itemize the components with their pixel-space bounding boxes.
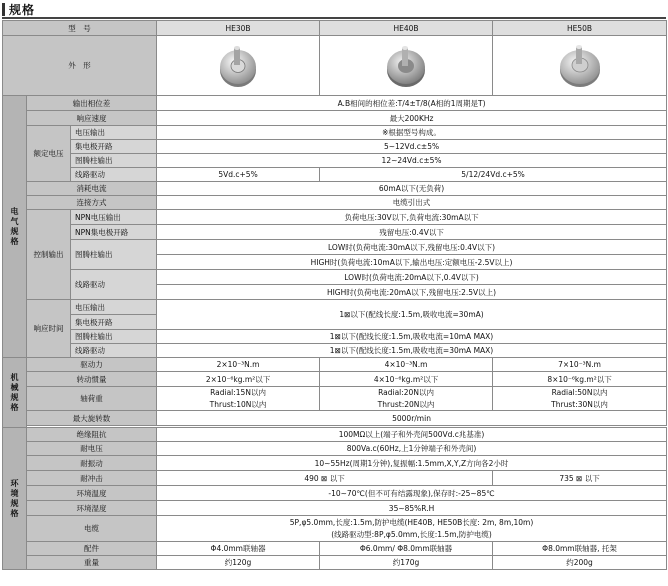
header-bar (2, 3, 5, 16)
rv-voltage-out-label: 电压输出 (71, 126, 157, 140)
shock-value-b: 735 ⊠ 以下 (493, 471, 667, 486)
model-row (3, 21, 667, 36)
vibration-label: 耐振动 (27, 456, 157, 471)
shock-label: 耐冲击 (27, 471, 157, 486)
he40b-image (320, 36, 493, 96)
inertia-he30b: 2×10⁻⁶kg.m²以下 (157, 372, 320, 387)
torque-he30b: 2×10⁻³N.m (157, 358, 320, 372)
rv-voltage-out-value: ※根据型号构成。 (157, 126, 667, 140)
max-speed-value: 5000r/min (157, 411, 667, 426)
control-output-label: 控制输出 (27, 210, 71, 300)
accessory-he50b: Φ8.0mm联轴器, 托架 (493, 542, 667, 556)
phase-diff-value: A.B相间的相位差:T/4±T/8(A相的1周期是T) (157, 96, 667, 111)
co-totem-value-1: LOW时(负荷电流:30mA以下,残留电压:0.4V以下) (157, 240, 667, 255)
he50b-image (493, 36, 667, 96)
response-speed-value: 最大200KHz (157, 111, 667, 126)
torque-label: 驱动力 (27, 358, 157, 372)
inertia-he50b: 8×10⁻⁶kg.m²以下 (493, 372, 667, 387)
humidity-value: 35~85%R.H (157, 501, 667, 516)
withstand-value: 800Va.c(60Hz,上1分钟端子和外壳间) (157, 442, 667, 456)
category-environment: 环境规格 (3, 428, 27, 570)
co-line-label: 线路驱动 (71, 270, 157, 300)
cable-value-2: (线路驱动型:8P,φ5.0mm,长度:1.5m,防护电缆) (157, 529, 667, 542)
model-he50b: HE50B (493, 21, 667, 36)
header-rule (2, 17, 666, 19)
encoder-he40b-icon (383, 42, 429, 90)
thrust-he40b: Thrust:20N以内 (320, 399, 493, 411)
rt-voltage-out-label: 电压输出 (71, 300, 157, 315)
model-label: 型 号 (3, 21, 157, 36)
rv-oc-label: 集电极开路 (71, 140, 157, 154)
rt-oc-label: 集电极开路 (71, 315, 157, 330)
rt-line-label: 线路驱动 (71, 344, 157, 358)
co-npn-oc-value: 残留电压:0.4V以下 (157, 225, 667, 240)
connection-label: 连接方式 (27, 196, 157, 210)
accessory-he30b: Φ4.0mm联轴器 (157, 542, 320, 556)
rv-totem-label: 图腾柱输出 (71, 154, 157, 168)
connection-value: 电缆引出式 (157, 196, 667, 210)
radial-he40b: Radial:20N以内 (320, 387, 493, 399)
model-he30b: HE30B (157, 21, 320, 36)
co-line-value-1: LOW时(负荷电流:20mA以下,0.4V以下) (157, 270, 667, 285)
rv-line-value-a: 5Vd.c+5% (157, 168, 320, 182)
category-electrical: 电气规格 (3, 96, 27, 358)
response-speed-label: 响应速度 (27, 111, 157, 126)
co-totem-label: 图腾柱输出 (71, 240, 157, 270)
rt-totem-value: 1⊠以下(配线长度:1.5m,吸收电流=10mA MAX) (157, 330, 667, 344)
thrust-he50b: Thrust:30N以内 (493, 399, 667, 411)
co-totem-value-2: HIGH时(负荷电流:10mA以下,输出电压:定额电压-2.5V以上) (157, 255, 667, 270)
category-mechanical: 机械规格 (3, 358, 27, 428)
rt-value-1: 1⊠以下(配线长度:1.5m,吸收电流=30mA) (157, 300, 667, 330)
section-title: 规格 (9, 2, 36, 17)
co-line-value-2: HIGH时(负荷电流:20mA以下,残留电压:2.5V以上) (157, 285, 667, 300)
spec-table (2, 20, 667, 570)
humidity-label: 环境湿度 (27, 501, 157, 516)
vibration-value: 10~55Hz(周期1分钟),复振幅:1.5mm,X,Y,Z方向各2小时 (157, 456, 667, 471)
shaft-load-label: 轴荷重 (27, 387, 157, 411)
encoder-he30b-icon (215, 42, 261, 90)
insulation-label: 绝缘阻抗 (27, 428, 157, 442)
co-npn-voltage-label: NPN电压输出 (71, 210, 157, 225)
encoder-he50b-icon (556, 42, 604, 90)
co-npn-voltage-value: 负荷电压:30V以下,负荷电流:30mA以下 (157, 210, 667, 225)
section-header (2, 1, 35, 17)
rated-voltage-label: 额定电压 (27, 126, 71, 182)
shock-value-a: 490 ⊠ 以下 (157, 471, 493, 486)
weight-he30b: 约120g (157, 556, 320, 570)
accessory-label: 配件 (27, 542, 157, 556)
temp-label: 环境温度 (27, 486, 157, 501)
radial-he30b: Radial:15N以内 (157, 387, 320, 399)
rt-totem-label: 图腾柱输出 (71, 330, 157, 344)
temp-value: -10~70℃(但不可有结露现象),保存时:-25~85℃ (157, 486, 667, 501)
accessory-he40b: Φ6.0mm/ Φ8.0mm联轴器 (320, 542, 493, 556)
inertia-he40b: 4×10⁻⁶kg.m²以下 (320, 372, 493, 387)
weight-label: 重量 (27, 556, 157, 570)
rv-line-value-b: 5/12/24Vd.c+5% (320, 168, 667, 182)
radial-he50b: Radial:50N以内 (493, 387, 667, 399)
phase-diff-label: 输出相位差 (27, 96, 157, 111)
cable-label: 电缆 (27, 516, 157, 542)
inertia-label: 转动惯量 (27, 372, 157, 387)
max-speed-label: 最大旋转数 (27, 411, 157, 426)
rv-totem-value: 12~24Vd.c±5% (157, 154, 667, 168)
model-he40b: HE40B (320, 21, 493, 36)
weight-he50b: 约200g (493, 556, 667, 570)
thrust-he30b: Thrust:10N以内 (157, 399, 320, 411)
current-label: 消耗电流 (27, 182, 157, 196)
current-value: 60mA以下(无负荷) (157, 182, 667, 196)
torque-he40b: 4×10⁻³N.m (320, 358, 493, 372)
torque-he50b: 7×10⁻³N.m (493, 358, 667, 372)
insulation-value: 100MΩ以上(端子和外壳间500Vd.c兆基准) (157, 428, 667, 442)
rt-line-value: 1⊠以下(配线长度:1.5m,吸收电流=30mA MAX) (157, 344, 667, 358)
cable-value-1: 5P,φ5.0mm,长度:1.5m,防护电缆(HE40B, HE50B长度: 2m, 8m,10m) (157, 516, 667, 529)
he30b-image (157, 36, 320, 96)
rv-oc-value: 5~12Vd.c±5% (157, 140, 667, 154)
response-time-label: 响应时间 (27, 300, 71, 358)
weight-he40b: 约170g (320, 556, 493, 570)
withstand-label: 耐电压 (27, 442, 157, 456)
co-npn-oc-label: NPN集电极开路 (71, 225, 157, 240)
appearance-label: 外 形 (3, 36, 157, 96)
rv-line-label: 线路驱动 (71, 168, 157, 182)
appearance-row (3, 36, 667, 96)
